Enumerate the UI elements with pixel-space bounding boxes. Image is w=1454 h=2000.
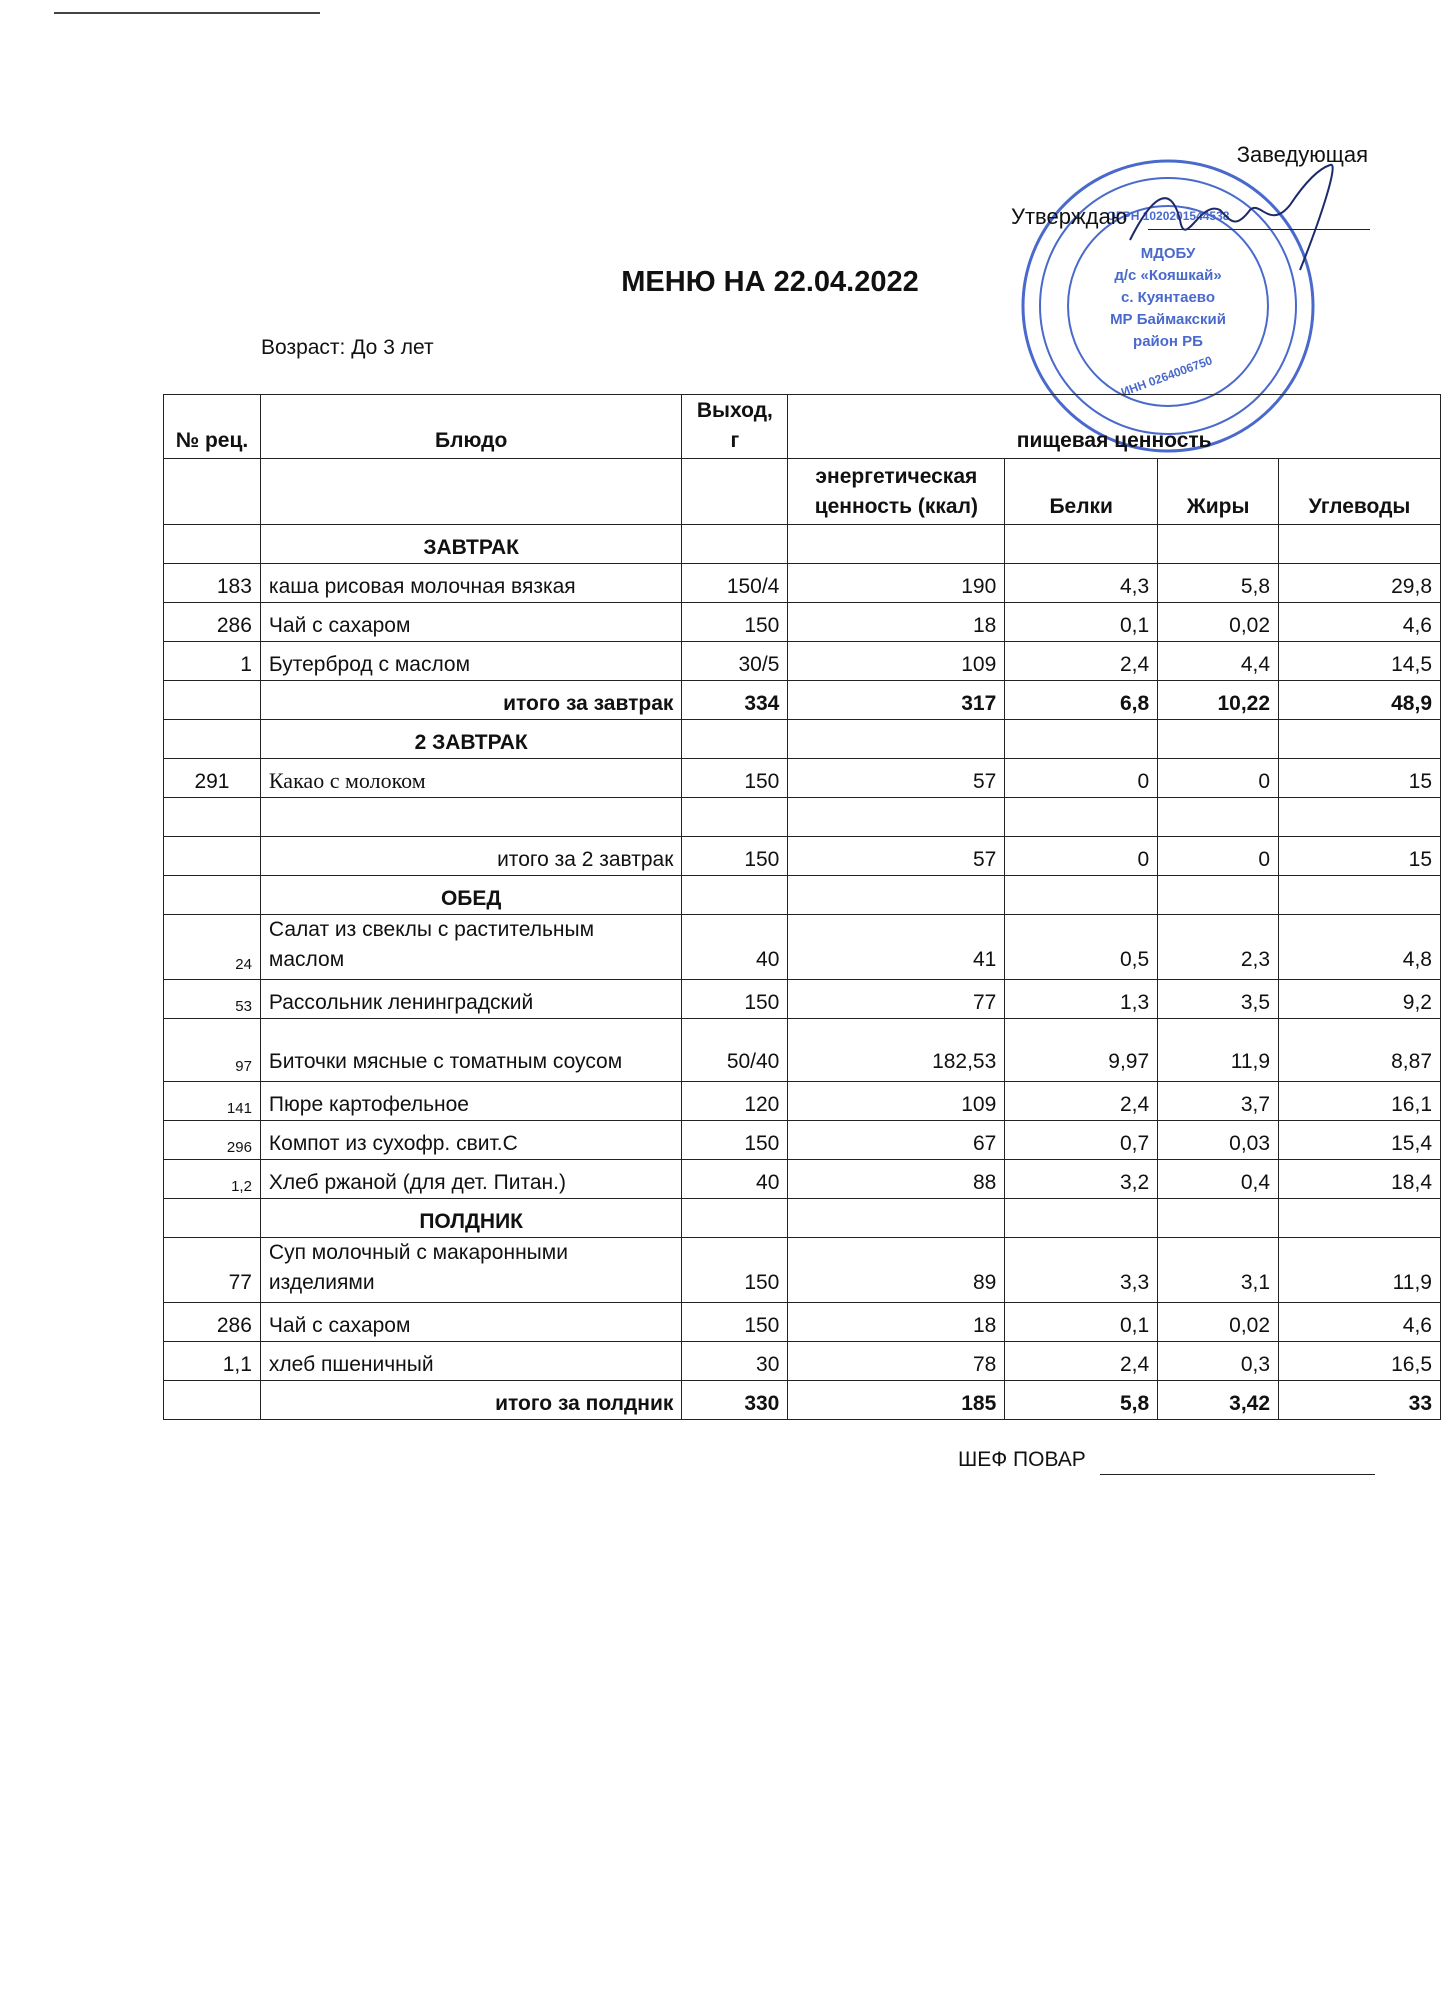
cell-dish: Чай с сахаром xyxy=(260,1302,681,1341)
cell-yield: 150 xyxy=(682,759,788,798)
cell-dish: Какао с молоком xyxy=(260,759,681,798)
cell-energy xyxy=(788,1198,1005,1237)
cell-carbs: 14,5 xyxy=(1279,642,1441,681)
cell-protein: 0,7 xyxy=(1005,1120,1158,1159)
cell-carbs xyxy=(1279,798,1441,837)
cell-protein: 0,5 xyxy=(1005,915,1158,980)
cell-yield xyxy=(682,720,788,759)
subheader-row xyxy=(164,459,1441,525)
table-row xyxy=(164,915,1441,980)
svg-text:ИНН 0264006750: ИНН 0264006750 xyxy=(1119,353,1215,400)
cell-dish: итого за завтрак xyxy=(260,681,681,720)
cell-energy: 18 xyxy=(788,1302,1005,1341)
menu-table xyxy=(163,394,1441,1420)
cell-dish: хлеб пшеничный xyxy=(260,1341,681,1380)
svg-text:с. Куянтаево: с. Куянтаево xyxy=(1120,289,1216,306)
cell-energy: 185 xyxy=(788,1380,1005,1419)
cell-fat: 4,4 xyxy=(1158,642,1279,681)
cell-rec xyxy=(164,876,261,915)
cell-rec: 1 xyxy=(164,642,261,681)
header-energy: энергетическая ценность (ккал) xyxy=(788,459,1005,525)
cell-protein: 0,1 xyxy=(1005,1302,1158,1341)
cell-carbs: 15,4 xyxy=(1279,1120,1441,1159)
signature xyxy=(1090,160,1390,280)
cell-carbs: 29,8 xyxy=(1279,564,1441,603)
cell-rec xyxy=(164,720,261,759)
cell-fat: 0,3 xyxy=(1158,1341,1279,1380)
cell-energy: 88 xyxy=(788,1159,1005,1198)
cell-protein xyxy=(1005,1198,1158,1237)
cell-yield xyxy=(682,1198,788,1237)
cell-protein: 9,97 xyxy=(1005,1018,1158,1081)
cell-dish xyxy=(260,798,681,837)
section-row xyxy=(164,720,1441,759)
cell-energy: 57 xyxy=(788,837,1005,876)
cell-yield: 150 xyxy=(682,837,788,876)
cell-protein: 5,8 xyxy=(1005,1380,1158,1419)
cell-carbs: 9,2 xyxy=(1279,979,1441,1018)
cell-fat: 10,22 xyxy=(1158,681,1279,720)
cell-yield: 150 xyxy=(682,1120,788,1159)
cell-dish: Рассольник ленинградский xyxy=(260,979,681,1018)
cell-fat xyxy=(1158,798,1279,837)
cell-energy xyxy=(788,525,1005,564)
header-carbs: Углеводы xyxy=(1279,459,1441,525)
cell-yield: 334 xyxy=(682,681,788,720)
cell-protein: 1,3 xyxy=(1005,979,1158,1018)
cell-rec: 77 xyxy=(164,1237,261,1302)
cell-energy xyxy=(788,876,1005,915)
cell-dish: ОБЕД xyxy=(260,876,681,915)
cell-rec xyxy=(164,837,261,876)
cell-energy: 89 xyxy=(788,1237,1005,1302)
approver-title: Заведующая xyxy=(1236,142,1368,167)
cell-dish: Бутерброд с маслом xyxy=(260,642,681,681)
cell-carbs xyxy=(1279,1198,1441,1237)
age-label: Возраст: До 3 лет xyxy=(261,336,434,359)
cell-fat: 3,5 xyxy=(1158,979,1279,1018)
cell-energy: 182,53 xyxy=(788,1018,1005,1081)
blank-row xyxy=(164,798,1441,837)
cell-rec: 141 xyxy=(164,1081,261,1120)
cell-rec: 291 xyxy=(164,759,261,798)
cell-protein: 2,4 xyxy=(1005,1081,1158,1120)
cell-energy xyxy=(788,720,1005,759)
cell-fat xyxy=(1158,720,1279,759)
cell-yield: 50/40 xyxy=(682,1018,788,1081)
cell-fat: 5,8 xyxy=(1158,564,1279,603)
cell-fat: 0 xyxy=(1158,759,1279,798)
cell-protein: 4,3 xyxy=(1005,564,1158,603)
cell-carbs: 15 xyxy=(1279,837,1441,876)
cell-rec: 286 xyxy=(164,603,261,642)
cell-protein: 6,8 xyxy=(1005,681,1158,720)
table-row xyxy=(164,1159,1441,1198)
page-title: МЕНЮ НА 22.04.2022 xyxy=(621,266,919,298)
table-row xyxy=(164,759,1441,798)
cell-fat: 2,3 xyxy=(1158,915,1279,980)
cell-rec: 97 xyxy=(164,1018,261,1081)
cell-carbs: 4,6 xyxy=(1279,603,1441,642)
table-row xyxy=(164,979,1441,1018)
cell-carbs: 33 xyxy=(1279,1380,1441,1419)
cell-carbs: 4,8 xyxy=(1279,915,1441,980)
section-row xyxy=(164,876,1441,915)
table-row xyxy=(164,1237,1441,1302)
cell-dish: итого за полдник xyxy=(260,1380,681,1419)
cell-carbs: 18,4 xyxy=(1279,1159,1441,1198)
cell-fat: 0,02 xyxy=(1158,603,1279,642)
cell-yield: 150/4 xyxy=(682,564,788,603)
cell-rec xyxy=(164,798,261,837)
cell-fat: 11,9 xyxy=(1158,1018,1279,1081)
cell-energy: 77 xyxy=(788,979,1005,1018)
cell-energy: 109 xyxy=(788,642,1005,681)
cell-fat xyxy=(1158,876,1279,915)
cell-dish: Чай с сахаром xyxy=(260,603,681,642)
cell-protein xyxy=(1005,798,1158,837)
cell-dish: ПОЛДНИК xyxy=(260,1198,681,1237)
section-row xyxy=(164,1198,1441,1237)
cell-protein: 0,1 xyxy=(1005,603,1158,642)
cell-rec: 1,2 xyxy=(164,1159,261,1198)
scan-line xyxy=(54,12,320,14)
cell-rec xyxy=(164,1380,261,1419)
cell-protein xyxy=(1005,876,1158,915)
cell-yield: 40 xyxy=(682,915,788,980)
cell-yield: 30/5 xyxy=(682,642,788,681)
cell-carbs: 16,5 xyxy=(1279,1341,1441,1380)
cell-dish: Биточки мясные с томатным соусом xyxy=(260,1018,681,1081)
table-row xyxy=(164,642,1441,681)
header-row xyxy=(164,395,1441,459)
cell-rec xyxy=(164,1198,261,1237)
cell-fat: 0,02 xyxy=(1158,1302,1279,1341)
svg-text:район РБ: район РБ xyxy=(1133,333,1203,350)
cell-dish: Компот из сухофр. свит.С xyxy=(260,1120,681,1159)
cell-energy: 190 xyxy=(788,564,1005,603)
cell-fat xyxy=(1158,525,1279,564)
table-row xyxy=(164,1120,1441,1159)
cell-energy: 41 xyxy=(788,915,1005,980)
cell-rec: 286 xyxy=(164,1302,261,1341)
chef-signature-line xyxy=(1100,1474,1375,1475)
cell-fat: 0,4 xyxy=(1158,1159,1279,1198)
table-row xyxy=(164,1302,1441,1341)
cell-carbs: 15 xyxy=(1279,759,1441,798)
cell-protein: 0 xyxy=(1005,759,1158,798)
cell-yield xyxy=(682,798,788,837)
svg-text:МДОБУ: МДОБУ xyxy=(1140,245,1196,262)
cell-dish: каша рисовая молочная вязкая xyxy=(260,564,681,603)
header-protein: Белки xyxy=(1005,459,1158,525)
cell-carbs: 48,9 xyxy=(1279,681,1441,720)
cell-yield: 150 xyxy=(682,1302,788,1341)
cell-rec xyxy=(164,681,261,720)
cell-carbs: 4,6 xyxy=(1279,1302,1441,1341)
cell-energy: 18 xyxy=(788,603,1005,642)
cell-yield: 150 xyxy=(682,1237,788,1302)
cell-rec xyxy=(164,525,261,564)
cell-yield xyxy=(682,876,788,915)
cell-yield: 330 xyxy=(682,1380,788,1419)
svg-text:д/с «Кояшкай»: д/с «Кояшкай» xyxy=(1114,267,1222,284)
header-dish: Блюдо xyxy=(260,395,681,459)
cell-carbs: 16,1 xyxy=(1279,1081,1441,1120)
approve-label: Утверждаю xyxy=(1011,204,1128,229)
cell-energy xyxy=(788,798,1005,837)
cell-rec: 183 xyxy=(164,564,261,603)
cell-energy: 57 xyxy=(788,759,1005,798)
cell-carbs: 11,9 xyxy=(1279,1237,1441,1302)
svg-text:ОГРН 1020201544538: ОГРН 1020201544538 xyxy=(1106,209,1230,223)
total-row xyxy=(164,1380,1441,1419)
cell-dish: Хлеб ржаной (для дет. Питан.) xyxy=(260,1159,681,1198)
table-row xyxy=(164,564,1441,603)
cell-carbs xyxy=(1279,720,1441,759)
cell-protein: 0 xyxy=(1005,837,1158,876)
cell-carbs xyxy=(1279,876,1441,915)
cell-protein: 2,4 xyxy=(1005,642,1158,681)
header-fat: Жиры xyxy=(1158,459,1279,525)
cell-rec: 1,1 xyxy=(164,1341,261,1380)
cell-yield: 150 xyxy=(682,603,788,642)
cell-energy: 109 xyxy=(788,1081,1005,1120)
cell-protein xyxy=(1005,525,1158,564)
cell-yield: 120 xyxy=(682,1081,788,1120)
cell-dish: 2 ЗАВТРАК xyxy=(260,720,681,759)
cell-dish: Салат из свеклы с растительным маслом xyxy=(260,915,681,980)
cell-yield xyxy=(682,525,788,564)
cell-fat: 3,7 xyxy=(1158,1081,1279,1120)
svg-text:МР Баймакский: МР Баймакский xyxy=(1110,311,1226,328)
table-row xyxy=(164,1081,1441,1120)
cell-energy: 67 xyxy=(788,1120,1005,1159)
cell-yield: 150 xyxy=(682,979,788,1018)
cell-fat: 0 xyxy=(1158,837,1279,876)
cell-dish: итого за 2 завтрак xyxy=(260,837,681,876)
cell-fat: 0,03 xyxy=(1158,1120,1279,1159)
table-row xyxy=(164,1341,1441,1380)
cell-energy: 78 xyxy=(788,1341,1005,1380)
cell-rec: 24 xyxy=(164,915,261,980)
cell-rec: 53 xyxy=(164,979,261,1018)
section-row xyxy=(164,525,1441,564)
cell-rec: 296 xyxy=(164,1120,261,1159)
cell-fat xyxy=(1158,1198,1279,1237)
cell-dish: ЗАВТРАК xyxy=(260,525,681,564)
table-row xyxy=(164,1018,1441,1081)
cell-dish: Пюре картофельное xyxy=(260,1081,681,1120)
table-row xyxy=(164,603,1441,642)
cell-protein: 3,3 xyxy=(1005,1237,1158,1302)
cell-carbs: 8,87 xyxy=(1279,1018,1441,1081)
header-rec: № рец. xyxy=(164,395,261,459)
cell-protein xyxy=(1005,720,1158,759)
header-nutrition: пищевая ценность xyxy=(788,395,1441,459)
total-row xyxy=(164,681,1441,720)
cell-protein: 2,4 xyxy=(1005,1341,1158,1380)
cell-yield: 30 xyxy=(682,1341,788,1380)
cell-dish: Суп молочный с макаронными изделиями xyxy=(260,1237,681,1302)
header-yield: Выход, г xyxy=(682,395,788,459)
cell-protein: 3,2 xyxy=(1005,1159,1158,1198)
cell-fat: 3,1 xyxy=(1158,1237,1279,1302)
cell-carbs xyxy=(1279,525,1441,564)
cell-energy: 317 xyxy=(788,681,1005,720)
chef-label: ШЕФ ПОВАР xyxy=(958,1448,1086,1471)
total-row xyxy=(164,837,1441,876)
cell-fat: 3,42 xyxy=(1158,1380,1279,1419)
cell-yield: 40 xyxy=(682,1159,788,1198)
